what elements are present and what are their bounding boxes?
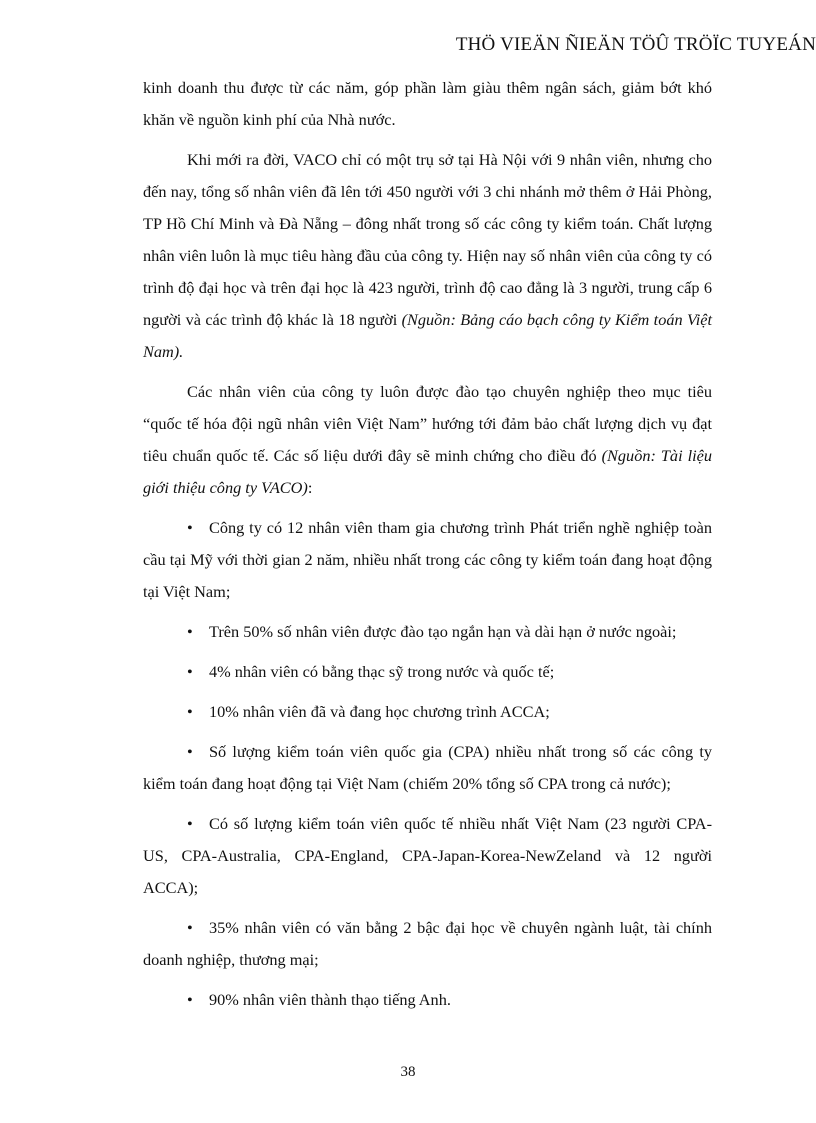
list-item xyxy=(143,808,712,904)
bullet-icon: • xyxy=(187,662,193,681)
bullet-icon: • xyxy=(187,518,193,537)
list-item-text: Có số lượng kiểm toán viên quốc tế nhiều nhất Việt Nam (23 người CPA-US, CPA-Australia, CPA-England, CPA-Japan-Korea-NewZeland và 12 người ACCA); xyxy=(143,814,712,897)
list-item xyxy=(143,512,712,608)
list-item-text: 10% nhân viên đã và đang học chương trình ACCA; xyxy=(209,702,550,721)
paragraph-staff-overview xyxy=(143,144,712,368)
list-item xyxy=(143,656,712,688)
source-citation: (Nguồn: Bảng cáo bạch công ty Kiểm toán Việt Nam). xyxy=(143,310,712,361)
paragraph-training xyxy=(143,376,712,504)
page-body xyxy=(143,72,712,1016)
list-item xyxy=(143,616,712,648)
list-item xyxy=(143,696,712,728)
list-item-text: Số lượng kiểm toán viên quốc gia (CPA) nhiều nhất trong số các công ty kiểm toán đang hoạt động tại Việt Nam (chiếm 20% tổng số CPA trong cả nước); xyxy=(143,742,712,793)
paragraph-punctuation: : xyxy=(307,478,313,497)
page-number: 38 xyxy=(400,1064,416,1080)
bullet-icon: • xyxy=(187,742,193,761)
source-citation: (Nguồn: Tài liệu giới thiệu công ty VACO) xyxy=(143,446,712,497)
bullet-icon: • xyxy=(187,814,193,833)
list-item xyxy=(143,984,712,1016)
list-item-text: 35% nhân viên có văn bằng 2 bậc đại học về chuyên ngành luật, tài chính doanh nghiệp, thương mại; xyxy=(143,918,712,969)
paragraph-continuation: kinh doanh thu được từ các năm, góp phần làm giàu thêm ngân sách, giảm bớt khó khăn về nguồn kinh phí của Nhà nước. xyxy=(143,78,712,129)
list-item xyxy=(143,736,712,800)
paragraph-text: Khi mới ra đời, VACO chỉ có một trụ sở tại Hà Nội với 9 nhân viên, nhưng cho đến nay, tổng số nhân viên đã lên tới 450 người với 3 chi nhánh mở thêm ở Hải Phòng, TP Hồ Chí Minh và Đà Nẵng – đông nhất trong số các công ty kiểm toán. Chất lượng nhân viên luôn là mục tiêu hàng đầu của công ty. Hiện nay số nhân viên của công ty có trình độ đại học và trên đại học là 423 người, trình độ cao đẳng là 3 người, trung cấp 6 người và các trình độ khác là 18 người xyxy=(143,150,712,329)
list-item-text: Công ty có 12 nhân viên tham gia chương trình Phát triển nghề nghiệp toàn cầu tại Mỹ với thời gian 2 năm, nhiều nhất trong các công ty kiểm toán đang hoạt động tại Việt Nam; xyxy=(143,518,712,601)
list-item xyxy=(143,912,712,976)
bullet-icon: • xyxy=(187,990,193,1009)
list-item-text: Trên 50% số nhân viên được đào tạo ngắn hạn và dài hạn ở nước ngoài; xyxy=(209,622,677,641)
paragraph-text: Các nhân viên của công ty luôn được đào tạo chuyên nghiệp theo mục tiêu “quốc tế hóa đội ngũ nhân viên Việt Nam” hướng tới đảm bảo chất lượng dịch vụ đạt tiêu chuẩn quốc tế. Các số liệu dưới đây sẽ minh chứng cho điều đó xyxy=(143,382,712,465)
bullet-icon: • xyxy=(187,622,193,641)
running-header: THÖ VIEÄN ÑIEÄN TÖÛ TRÖÏC TUYEÁN xyxy=(455,34,816,55)
bullet-icon: • xyxy=(187,918,193,937)
list-item-text: 90% nhân viên thành thạo tiếng Anh. xyxy=(209,990,451,1009)
list-item-text: 4% nhân viên có bằng thạc sỹ trong nước và quốc tế; xyxy=(209,662,555,681)
bullet-icon: • xyxy=(187,702,193,721)
